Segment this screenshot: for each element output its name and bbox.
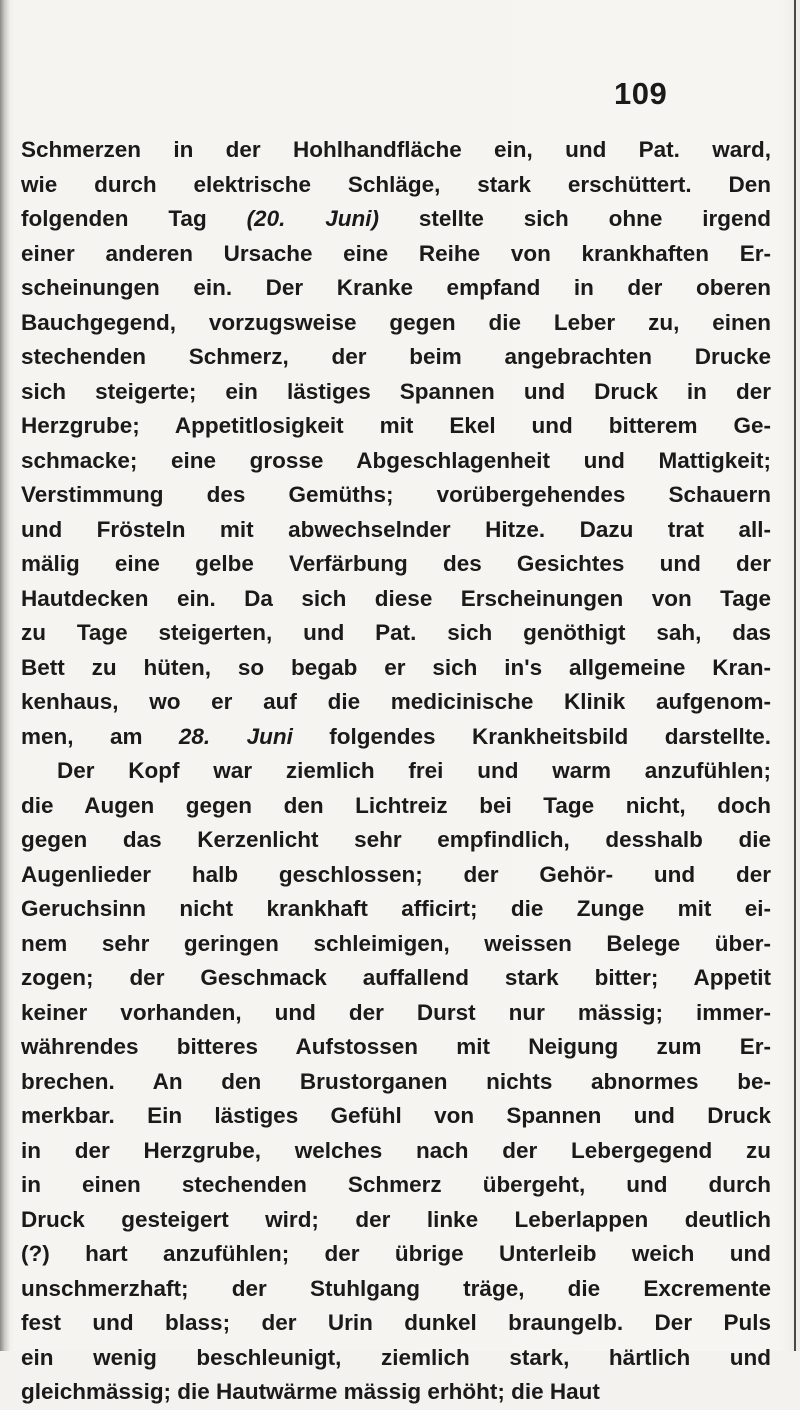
text-segment: Hautdecken ein. Da sich diese Erscheinungen von Tage (21, 585, 771, 611)
text-line (21, 1099, 771, 1134)
text-segment: folgendes Krankheitsbild darstellte. (292, 723, 771, 749)
text-segment: Geruchsinn nicht krankhaft afficirt; die Zunge mit ei- (21, 896, 771, 921)
text-segment: einer anderen Ursache eine Reihe von krankhaften Er- (21, 240, 771, 266)
text-segment: ein wenig beschleunigt, ziemlich stark, härtlich und (21, 1344, 771, 1370)
text-segment: zogen; der Geschmack auffallend stark bitter; Appetit (21, 965, 771, 990)
text-segment: Bett zu hüten, so begab er sich in's allgemeine Kran- (21, 654, 771, 680)
text-line (21, 1203, 771, 1238)
text-segment: stechenden Schmerz, der beim angebrachten Drucke (21, 344, 771, 369)
text-segment: die Augen gegen den Lichtreiz bei Tage nicht, doch (21, 792, 771, 818)
text-segment: Der Kopf war ziemlich frei und warm anzufühlen; (57, 758, 771, 783)
text-segment: (?) hart anzufühlen; der übrige Unterleib weich und (21, 1241, 771, 1266)
text-line (21, 1306, 771, 1341)
text-segment: gegen das Kerzenlicht sehr empfindlich, desshalb die (21, 827, 771, 852)
text-line (21, 513, 771, 548)
text-segment: währendes bitteres Aufstossen mit Neigung zum Er- (21, 1034, 771, 1059)
page-edge-rule (794, 0, 796, 1351)
text-segment: fest und blass; der Urin dunkel braungelb. Der Puls (21, 1310, 771, 1335)
text-segment: in einen stechenden Schmerz übergeht, und durch (21, 1172, 771, 1197)
text-segment: keiner vorhanden, und der Durst nur mässig; immer- (21, 999, 771, 1025)
page-number: 109 (614, 76, 668, 111)
text-segment: gleichmässig; die Hautwärme mässig erhöht; die Haut (21, 1379, 600, 1404)
text-line (21, 961, 771, 996)
text-line (21, 271, 771, 306)
text-line (21, 927, 771, 962)
text-segment: Augenlieder halb geschlossen; der Gehör- und der (21, 861, 771, 887)
text-segment: merkbar. Ein lästiges Gefühl von Spannen und Druck (21, 1103, 771, 1128)
text-line (21, 685, 771, 720)
page-gutter-shadow (0, 0, 10, 1351)
text-line (21, 1168, 771, 1203)
text-line (21, 478, 771, 513)
text-segment: Bauchgegend, vorzugsweise gegen die Leber zu, einen (21, 309, 771, 335)
text-line (21, 789, 771, 824)
text-segment: in der Herzgrube, welches nach der Lebergegend zu (21, 1137, 771, 1163)
text-line (21, 202, 771, 237)
text-segment: folgenden Tag (21, 206, 247, 231)
text-segment: kenhaus, wo er auf die medicinische Klinik aufgenom- (21, 689, 771, 714)
text-line (21, 754, 771, 789)
text-line (21, 651, 771, 686)
text-segment: men, am (21, 723, 179, 749)
text-segment: Herzgrube; Appetitlosigkeit mit Ekel und bitterem Ge- (21, 413, 771, 438)
text-line (21, 1341, 771, 1376)
text-line (21, 616, 771, 651)
text-segment: schmacke; eine grosse Abgeschlagenheit und Mattigkeit; (21, 447, 771, 473)
text-line (21, 720, 771, 755)
text-line (21, 444, 771, 479)
text-line (21, 996, 771, 1031)
date-reference: 28. Juni (178, 723, 293, 749)
text-segment: scheinungen ein. Der Kranke empfand in der oberen (21, 275, 771, 300)
text-line (21, 892, 771, 927)
text-segment: und Frösteln mit abwechselnder Hitze. Dazu trat all- (21, 516, 771, 542)
text-segment: wie durch elektrische Schläge, stark erschüttert. Den (21, 171, 771, 197)
text-line (21, 133, 771, 168)
text-line (21, 1375, 771, 1410)
text-segment: sich steigerte; ein lästiges Spannen und Druck in der (21, 378, 771, 404)
text-segment: brechen. An den Brustorganen nichts abnormes be- (21, 1068, 771, 1094)
text-line (21, 582, 771, 617)
text-line (21, 547, 771, 582)
text-line (21, 306, 771, 341)
body-text (21, 133, 771, 1410)
text-segment: Verstimmung des Gemüths; vorübergehendes Schauern (21, 482, 771, 507)
text-segment: Schmerzen in der Hohlhandfläche ein, und Pat. ward, (21, 137, 771, 162)
text-line (21, 1237, 771, 1272)
text-line (21, 1030, 771, 1065)
text-line (21, 1134, 771, 1169)
text-line (21, 168, 771, 203)
text-line (21, 237, 771, 272)
text-line (21, 375, 771, 410)
text-line (21, 858, 771, 893)
text-segment: mälig eine gelbe Verfärbung des Gesichtes und der (21, 551, 771, 576)
text-line (21, 340, 771, 375)
text-segment: zu Tage steigerten, und Pat. sich genöthigt sah, das (21, 620, 771, 645)
text-segment: Druck gesteigert wird; der linke Leberlappen deutlich (21, 1206, 771, 1232)
text-line (21, 1272, 771, 1307)
text-line (21, 1065, 771, 1100)
date-reference: (20. Juni) (246, 206, 379, 231)
text-line (21, 823, 771, 858)
text-line (21, 409, 771, 444)
text-segment: stellte sich ohne irgend (378, 206, 771, 231)
text-segment: nem sehr geringen schleimigen, weissen Belege über- (21, 930, 771, 956)
text-segment: unschmerzhaft; der Stuhlgang träge, die Excremente (21, 1275, 771, 1301)
